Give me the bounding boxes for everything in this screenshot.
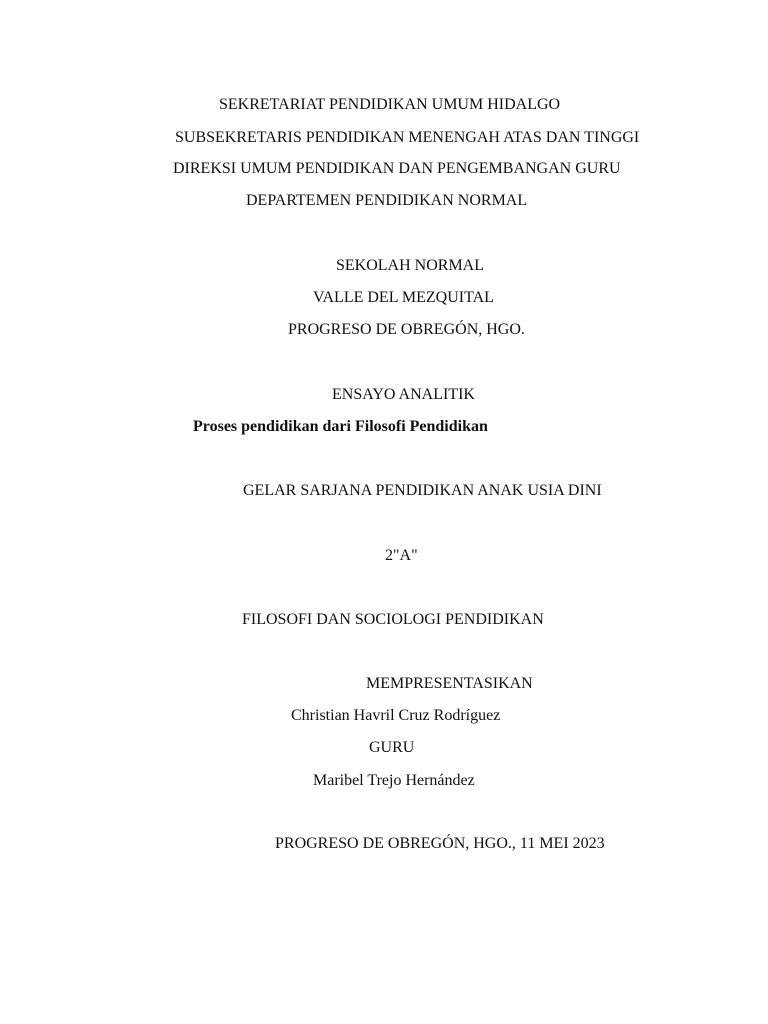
- teacher-label: GURU: [369, 739, 415, 756]
- teacher-name: Maribel Trejo Hernández: [313, 772, 475, 789]
- school-region: VALLE DEL MEZQUITAL: [313, 289, 494, 306]
- school-name: SEKOLAH NORMAL: [336, 257, 484, 274]
- header-line-secretariat: SEKRETARIAT PENDIDIKAN UMUM HIDALGO: [219, 96, 561, 113]
- course-name: FILOSOFI DAN SOCIOLOGI PENDIDIKAN: [242, 611, 544, 628]
- presenter-name: Christian Havril Cruz Rodríguez: [291, 707, 501, 724]
- school-location: PROGRESO DE OBREGÓN, HGO.: [288, 321, 525, 338]
- place-date: PROGRESO DE OBREGÓN, HGO., 11 MEI 2023: [275, 835, 605, 852]
- header-line-directorate: DIREKSI UMUM PENDIDIKAN DAN PENGEMBANGAN GURU: [173, 160, 621, 177]
- presenter-label: MEMPRESENTASIKAN: [366, 675, 533, 692]
- essay-title: Proses pendidikan dari Filosofi Pendidikan: [193, 418, 488, 435]
- header-line-subsecretariat: SUBSEKRETARIS PENDIDIKAN MENENGAH ATAS DAN TINGGI: [175, 129, 640, 146]
- group-label: 2"A": [385, 547, 418, 564]
- header-line-department: DEPARTEMEN PENDIDIKAN NORMAL: [246, 192, 528, 209]
- degree-program: GELAR SARJANA PENDIDIKAN ANAK USIA DINI: [243, 482, 602, 499]
- essay-type: ENSAYO ANALITIK: [332, 386, 475, 403]
